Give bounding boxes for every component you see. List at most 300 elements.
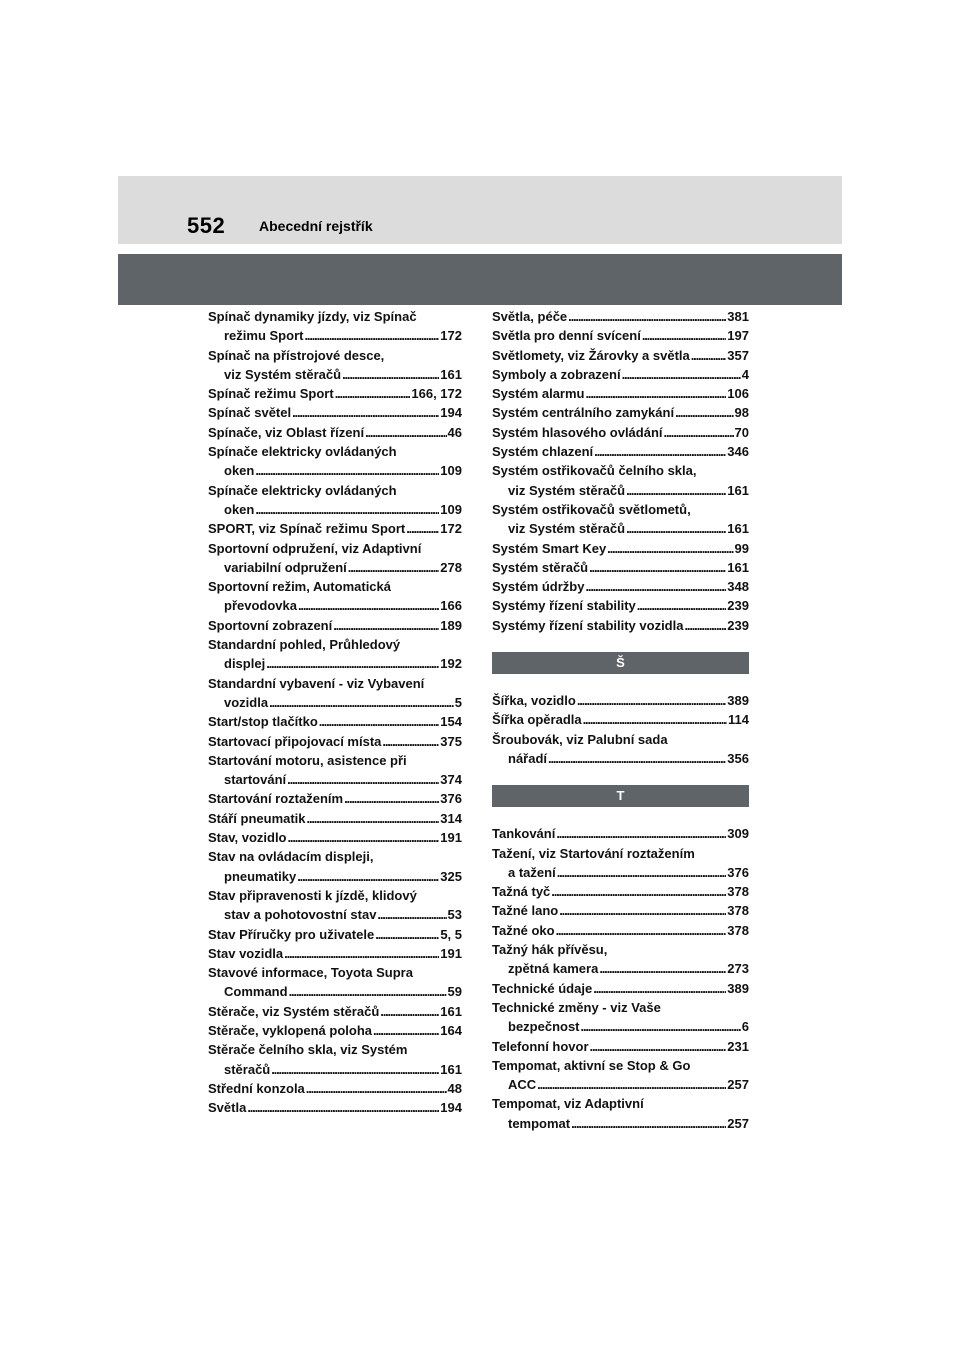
index-entry-line xyxy=(492,461,749,480)
index-entry xyxy=(208,925,462,944)
index-entry-text: Startovací připojovací místa xyxy=(208,733,382,749)
index-entry-page: 5, 5 xyxy=(440,926,462,942)
index-entry-page: 164 xyxy=(440,1022,462,1038)
index-entry-page: 161 xyxy=(727,521,749,537)
index-entry-page: 4 xyxy=(741,366,749,382)
index-entry-page: 197 xyxy=(727,328,749,344)
index-entry-last-line xyxy=(492,1075,749,1094)
index-entry xyxy=(208,1098,462,1117)
index-entry-last-line xyxy=(208,770,462,789)
index-entry-page: 5 xyxy=(454,694,462,710)
index-entry xyxy=(208,944,462,963)
dot-leader xyxy=(637,596,727,615)
index-entry-text: Šířka, vozidlo xyxy=(492,693,576,709)
index-entry xyxy=(208,423,462,442)
index-entry-page: 257 xyxy=(727,1077,749,1093)
index-entry-text: Tažný hák přívěsu, xyxy=(492,942,608,958)
dot-leader xyxy=(304,326,439,345)
index-entry-text: Systém Smart Key xyxy=(492,540,607,556)
index-entry xyxy=(492,824,749,843)
index-entry xyxy=(208,732,462,751)
index-entry-page: 53 xyxy=(447,907,462,923)
dot-leader xyxy=(297,867,439,886)
index-entry-last-line xyxy=(208,982,462,1001)
index-entry-last-line xyxy=(208,1021,462,1040)
index-entry xyxy=(208,847,462,886)
index-entry-page: 374 xyxy=(440,772,462,788)
index-entry xyxy=(208,519,462,538)
index-entry xyxy=(492,403,749,422)
index-entry-last-line xyxy=(208,1002,462,1021)
dot-leader xyxy=(287,770,439,789)
index-entry-page: 166 xyxy=(440,598,462,614)
index-entry-text: Spínače, viz Oblast řízení xyxy=(208,424,365,440)
index-entry xyxy=(492,326,749,345)
index-entry-text: viz Systém stěračů xyxy=(508,482,626,498)
index-entry-text: Stáří pneumatik xyxy=(208,810,306,826)
index-entry xyxy=(208,886,462,925)
index-entry-text: nářadí xyxy=(508,750,548,766)
index-entry-text: Symboly a zobrazení xyxy=(492,366,621,382)
index-entry xyxy=(208,712,462,731)
index-entry-page: 375 xyxy=(440,733,462,749)
index-entry-text: Spínače elektricky ovládaných xyxy=(208,444,397,460)
index-entry-page: 194 xyxy=(440,1100,462,1116)
index-entry-last-line xyxy=(208,867,462,886)
index-entry-text: pneumatiky xyxy=(224,868,297,884)
dot-leader xyxy=(626,481,726,500)
index-entry-text: Střední konzola xyxy=(208,1080,305,1096)
index-entry-text: Systém ostřikovačů světlometů, xyxy=(492,501,691,517)
index-entry-text: Systém chlazení xyxy=(492,444,594,460)
index-entry xyxy=(208,442,462,481)
index-entry xyxy=(492,461,749,500)
index-entry xyxy=(492,596,749,615)
index-entry-last-line xyxy=(492,1017,749,1036)
index-entry xyxy=(492,616,749,635)
index-entry-last-line xyxy=(492,558,749,577)
index-entry-text: Stav Příručky pro uživatele xyxy=(208,926,375,942)
dot-leader xyxy=(292,403,439,422)
index-entry-text: oken xyxy=(224,463,255,479)
dot-leader xyxy=(568,307,726,326)
index-entry-page: 192 xyxy=(440,656,462,672)
index-entry-last-line xyxy=(208,944,462,963)
index-entry-text: Start/stop tlačítko xyxy=(208,714,318,730)
index-entry-last-line xyxy=(492,403,749,422)
index-entry-last-line xyxy=(492,863,749,882)
index-entry-page: 376 xyxy=(440,791,462,807)
index-entry xyxy=(492,1037,749,1056)
index-entry xyxy=(208,403,462,422)
index-entry-last-line xyxy=(492,1037,749,1056)
index-entry-last-line xyxy=(208,789,462,808)
index-entry-page: 48 xyxy=(447,1080,462,1096)
letter-heading-t: T xyxy=(492,785,749,807)
index-entry-line xyxy=(208,442,462,461)
dot-leader xyxy=(271,1060,439,1079)
index-entry xyxy=(492,442,749,461)
index-entry-text: Stav, vozidlo xyxy=(208,830,287,846)
index-entry-page: 70 xyxy=(734,424,749,440)
dot-leader xyxy=(571,1114,726,1133)
index-entry-page: 106 xyxy=(727,386,749,402)
index-entry-text: Světla xyxy=(208,1100,247,1116)
index-entry-line xyxy=(492,730,749,749)
index-entry-last-line xyxy=(492,346,749,365)
index-entry-last-line xyxy=(208,558,462,577)
index-entry-page: 46 xyxy=(447,424,462,440)
index-entry xyxy=(492,423,749,442)
index-entry-text: SPORT, viz Spínač režimu Sport xyxy=(208,521,406,537)
index-entry-text: Command xyxy=(224,984,288,1000)
index-entry-page: 378 xyxy=(727,884,749,900)
index-entry-page: 273 xyxy=(727,961,749,977)
index-entry xyxy=(492,921,749,940)
index-entry-text: viz Systém stěračů xyxy=(508,521,626,537)
index-entry-text: Systém stěračů xyxy=(492,559,589,575)
index-entry xyxy=(208,674,462,713)
dot-leader xyxy=(298,596,439,615)
dot-leader xyxy=(664,423,734,442)
index-entry-page: 109 xyxy=(440,501,462,517)
dot-leader xyxy=(585,577,726,596)
index-entry-last-line xyxy=(208,654,462,673)
index-entry xyxy=(208,1040,462,1079)
index-entry-last-line xyxy=(208,1060,462,1079)
index-entry-line xyxy=(492,1056,749,1075)
index-entry-last-line xyxy=(492,1114,749,1133)
index-entry-text: Systémy řízení stability vozidla xyxy=(492,617,684,633)
index-entry xyxy=(208,809,462,828)
index-entry-line xyxy=(492,940,749,959)
index-entry-last-line xyxy=(208,828,462,847)
dot-leader xyxy=(406,519,439,538)
index-entry-last-line xyxy=(208,423,462,442)
index-entry-last-line xyxy=(208,461,462,480)
index-entry-text: Spínač dynamiky jízdy, viz Spínač xyxy=(208,309,417,324)
index-entry xyxy=(208,346,462,385)
index-entry-line xyxy=(208,307,462,326)
index-entry-last-line xyxy=(492,423,749,442)
index-entry-last-line xyxy=(208,1098,462,1117)
index-entry-text: Spínače elektricky ovládaných xyxy=(208,482,397,498)
index-entry-text: režimu Sport xyxy=(224,328,304,344)
dot-leader xyxy=(556,824,726,843)
index-entry-text: Sportovní odpružení, viz Adaptivní xyxy=(208,540,422,556)
index-entry-last-line xyxy=(208,712,462,731)
index-entry-text: Systém hlasového ovládání xyxy=(492,424,663,440)
index-entry-page: 378 xyxy=(727,903,749,919)
index-entry xyxy=(492,710,749,729)
dot-leader xyxy=(307,809,440,828)
index-entry-text: Stavové informace, Toyota Supra xyxy=(208,965,413,981)
dot-leader xyxy=(589,558,726,577)
dot-leader xyxy=(289,982,447,1001)
index-group-t xyxy=(492,824,749,1133)
dot-leader xyxy=(590,1037,727,1056)
dot-leader xyxy=(375,925,439,944)
index-entry-text: a tažení xyxy=(508,864,556,880)
index-entry-text: Tažení, viz Startování roztažením xyxy=(492,845,695,861)
index-entry-page: 161 xyxy=(727,482,749,498)
index-entry-page: 194 xyxy=(440,405,462,421)
section-banner xyxy=(118,254,842,305)
section-title: Abecední rejstřík xyxy=(259,218,373,234)
index-entry xyxy=(492,882,749,901)
index-entry-line xyxy=(208,539,462,558)
index-entry-last-line xyxy=(208,905,462,924)
dot-leader xyxy=(593,979,726,998)
letter-heading-sh: Š xyxy=(492,652,749,674)
index-entry xyxy=(492,558,749,577)
index-entry-text: Startování roztažením xyxy=(208,791,344,807)
index-entry-last-line xyxy=(492,901,749,920)
index-entry-text: Světla pro denní svícení xyxy=(492,328,641,344)
index-entry-last-line xyxy=(492,307,749,326)
index-entry-last-line xyxy=(492,959,749,978)
index-entry-last-line xyxy=(492,921,749,940)
index-entry-text: Sportovní režim, Automatická xyxy=(208,579,391,595)
dot-leader xyxy=(607,539,733,558)
index-column-right xyxy=(492,307,749,1133)
index-entry-page: 114 xyxy=(728,712,749,728)
index-entry xyxy=(208,577,462,616)
index-entry-page: 172 xyxy=(440,328,462,344)
index-entry-page: 257 xyxy=(727,1115,749,1131)
index-entry-text: Světla, péče xyxy=(492,309,568,324)
index-entry xyxy=(208,635,462,674)
index-entry-last-line xyxy=(492,616,749,635)
index-entry-last-line xyxy=(492,539,749,558)
index-group-s xyxy=(492,307,749,635)
dot-leader xyxy=(377,905,446,924)
index-entry-text: Tempomat, viz Adaptivní xyxy=(492,1096,644,1112)
index-entry-last-line xyxy=(492,442,749,461)
index-entry-text: bezpečnost xyxy=(508,1019,580,1035)
dot-leader xyxy=(684,616,726,635)
index-entry-text: Stav na ovládacím displeji, xyxy=(208,849,374,865)
index-entry xyxy=(208,307,462,346)
index-entry-text: Světlomety, viz Žárovky a světla xyxy=(492,347,690,363)
index-entry-page: 357 xyxy=(727,347,749,363)
index-entry-page: 346 xyxy=(727,444,749,460)
index-entry-line xyxy=(208,674,462,693)
index-entry-text: Systém alarmu xyxy=(492,386,585,402)
index-entry-text: převodovka xyxy=(224,598,297,614)
index-entry-last-line xyxy=(208,519,462,538)
index-entry xyxy=(208,789,462,808)
dot-leader xyxy=(319,712,440,731)
dot-leader xyxy=(622,365,741,384)
dot-leader xyxy=(583,710,727,729)
dot-leader xyxy=(333,616,439,635)
index-entry-text: Šroubovák, viz Palubní sada xyxy=(492,731,668,747)
index-entry-page: 191 xyxy=(440,830,462,846)
dot-leader xyxy=(288,828,440,847)
index-entry-last-line xyxy=(208,365,462,384)
index-entry-text: startování xyxy=(224,772,287,788)
dot-leader xyxy=(537,1075,726,1094)
index-entry-text: Sportovní zobrazení xyxy=(208,617,333,633)
index-entry-line xyxy=(208,577,462,596)
index-entry-text: ACC xyxy=(508,1077,537,1093)
index-column-left xyxy=(208,307,462,1117)
index-entry xyxy=(208,384,462,403)
index-entry-page: 389 xyxy=(727,980,749,996)
index-entry-text: Tankování xyxy=(492,826,556,842)
index-entry-page: 381 xyxy=(727,309,749,324)
index-entry-last-line xyxy=(492,384,749,403)
index-entry-text: Standardní pohled, Průhledový xyxy=(208,637,401,653)
index-entry-last-line xyxy=(492,710,749,729)
index-entry-line xyxy=(492,844,749,863)
index-entry-line xyxy=(492,1094,749,1113)
index-entry-line xyxy=(208,963,462,982)
index-entry-last-line xyxy=(208,326,462,345)
index-entry-page: 154 xyxy=(440,714,462,730)
index-entry-page: 166, 172 xyxy=(411,386,462,402)
index-entry-page: 389 xyxy=(727,693,749,709)
index-entry-line xyxy=(208,481,462,500)
index-entry-text: tempomat xyxy=(508,1115,571,1131)
index-entry-text: Stav vozidla xyxy=(208,945,284,961)
index-entry-page: 59 xyxy=(447,984,462,1000)
index-entry-page: 314 xyxy=(440,810,462,826)
index-entry-text: stav a pohotovostní stav xyxy=(224,907,377,923)
dot-leader xyxy=(548,749,726,768)
dot-leader xyxy=(344,789,439,808)
dot-leader xyxy=(269,693,454,712)
dot-leader xyxy=(255,461,439,480)
index-entry-line xyxy=(208,847,462,866)
dot-leader xyxy=(365,423,446,442)
index-entry-text: Tempomat, aktivní se Stop & Go xyxy=(492,1057,691,1073)
dot-leader xyxy=(556,921,727,940)
index-entry-text: Startování motoru, asistence při xyxy=(208,752,407,768)
index-entry-text: Stav připravenosti k jízdě, klidový xyxy=(208,887,417,903)
index-entry-text: Systém údržby xyxy=(492,579,585,595)
dot-leader xyxy=(557,863,727,882)
index-entry xyxy=(492,998,749,1037)
dot-leader xyxy=(306,1079,447,1098)
index-entry xyxy=(208,751,462,790)
index-entry-text: Šířka opěradla xyxy=(492,712,582,728)
index-entry-text: Spínač světel xyxy=(208,405,292,421)
dot-leader xyxy=(348,558,440,577)
index-entry-last-line xyxy=(208,732,462,751)
index-entry-page: 239 xyxy=(727,598,749,614)
index-entry xyxy=(492,539,749,558)
index-entry-last-line xyxy=(492,882,749,901)
index-entry-page: 325 xyxy=(440,868,462,884)
index-entry xyxy=(492,691,749,710)
index-entry-text: Stěrače čelního skla, viz Systém xyxy=(208,1042,408,1058)
index-entry-text: Technické změny - viz Vaše xyxy=(492,999,661,1015)
dot-leader xyxy=(599,959,726,978)
index-entry xyxy=(492,1056,749,1095)
index-entry-text: Systém ostřikovačů čelního skla, xyxy=(492,463,697,479)
index-entry-line xyxy=(208,346,462,365)
index-entry xyxy=(208,539,462,578)
index-entry-last-line xyxy=(208,1079,462,1098)
index-entry-text: Technické údaje xyxy=(492,980,593,996)
index-entry-page: 309 xyxy=(727,826,749,842)
dot-leader xyxy=(691,346,727,365)
index-entry-page: 109 xyxy=(440,463,462,479)
index-entry-text: variabilní odpružení xyxy=(224,559,347,575)
index-entry-page: 172 xyxy=(440,521,462,537)
index-entry xyxy=(492,730,749,769)
dot-leader xyxy=(559,901,726,920)
index-entry-text: displej xyxy=(224,656,266,672)
index-entry xyxy=(492,307,749,326)
index-entry-last-line xyxy=(208,384,462,403)
index-entry-text: Standardní vybavení - viz Vybavení xyxy=(208,675,425,691)
index-entry-text: Spínač na přístrojové desce, xyxy=(208,347,385,363)
index-entry-text: stěračů xyxy=(224,1061,271,1077)
index-entry-page: 378 xyxy=(727,922,749,938)
index-entry xyxy=(492,844,749,883)
index-entry-page: 161 xyxy=(727,559,749,575)
header-band xyxy=(118,176,842,244)
index-entry-page: 348 xyxy=(727,579,749,595)
dot-leader xyxy=(626,519,726,538)
dot-leader xyxy=(675,403,733,422)
index-entry-last-line xyxy=(492,481,749,500)
dot-leader xyxy=(382,732,439,751)
index-entry-page: 98 xyxy=(734,405,749,421)
index-entry-text: Systémy řízení stability xyxy=(492,598,636,614)
dot-leader xyxy=(284,944,439,963)
dot-leader xyxy=(586,384,727,403)
index-entry-last-line xyxy=(208,693,462,712)
index-entry xyxy=(492,346,749,365)
index-entry xyxy=(208,1079,462,1098)
index-entry-text: vozidla xyxy=(224,694,269,710)
index-entry xyxy=(492,384,749,403)
index-entry-last-line xyxy=(208,809,462,828)
index-entry-last-line xyxy=(492,326,749,345)
index-entry xyxy=(492,1094,749,1133)
index-entry-last-line xyxy=(492,824,749,843)
index-entry xyxy=(208,1021,462,1040)
index-entry-page: 376 xyxy=(727,864,749,880)
page-number: 552 xyxy=(187,213,226,238)
index-entry-text: Tažná tyč xyxy=(492,884,551,900)
index-entry xyxy=(208,481,462,520)
index-entry-page: 191 xyxy=(440,945,462,961)
index-entry-page: 161 xyxy=(440,1061,462,1077)
dot-leader xyxy=(373,1021,439,1040)
index-entry-text: oken xyxy=(224,501,255,517)
index-entry xyxy=(492,500,749,539)
index-entry-text: Systém centrálního zamykání xyxy=(492,405,675,421)
index-entry-line xyxy=(208,1040,462,1059)
dot-leader xyxy=(342,365,439,384)
index-group-sh xyxy=(492,691,749,768)
index-entry xyxy=(492,940,749,979)
index-entry-line xyxy=(208,635,462,654)
index-entry-page: 161 xyxy=(440,1003,462,1019)
index-entry-last-line xyxy=(492,577,749,596)
index-entry-last-line xyxy=(208,403,462,422)
index-entry-last-line xyxy=(208,596,462,615)
dot-leader xyxy=(642,326,726,345)
dot-leader xyxy=(335,384,411,403)
index-entry-text: Spínač režimu Sport xyxy=(208,386,334,402)
dot-leader xyxy=(577,691,726,710)
